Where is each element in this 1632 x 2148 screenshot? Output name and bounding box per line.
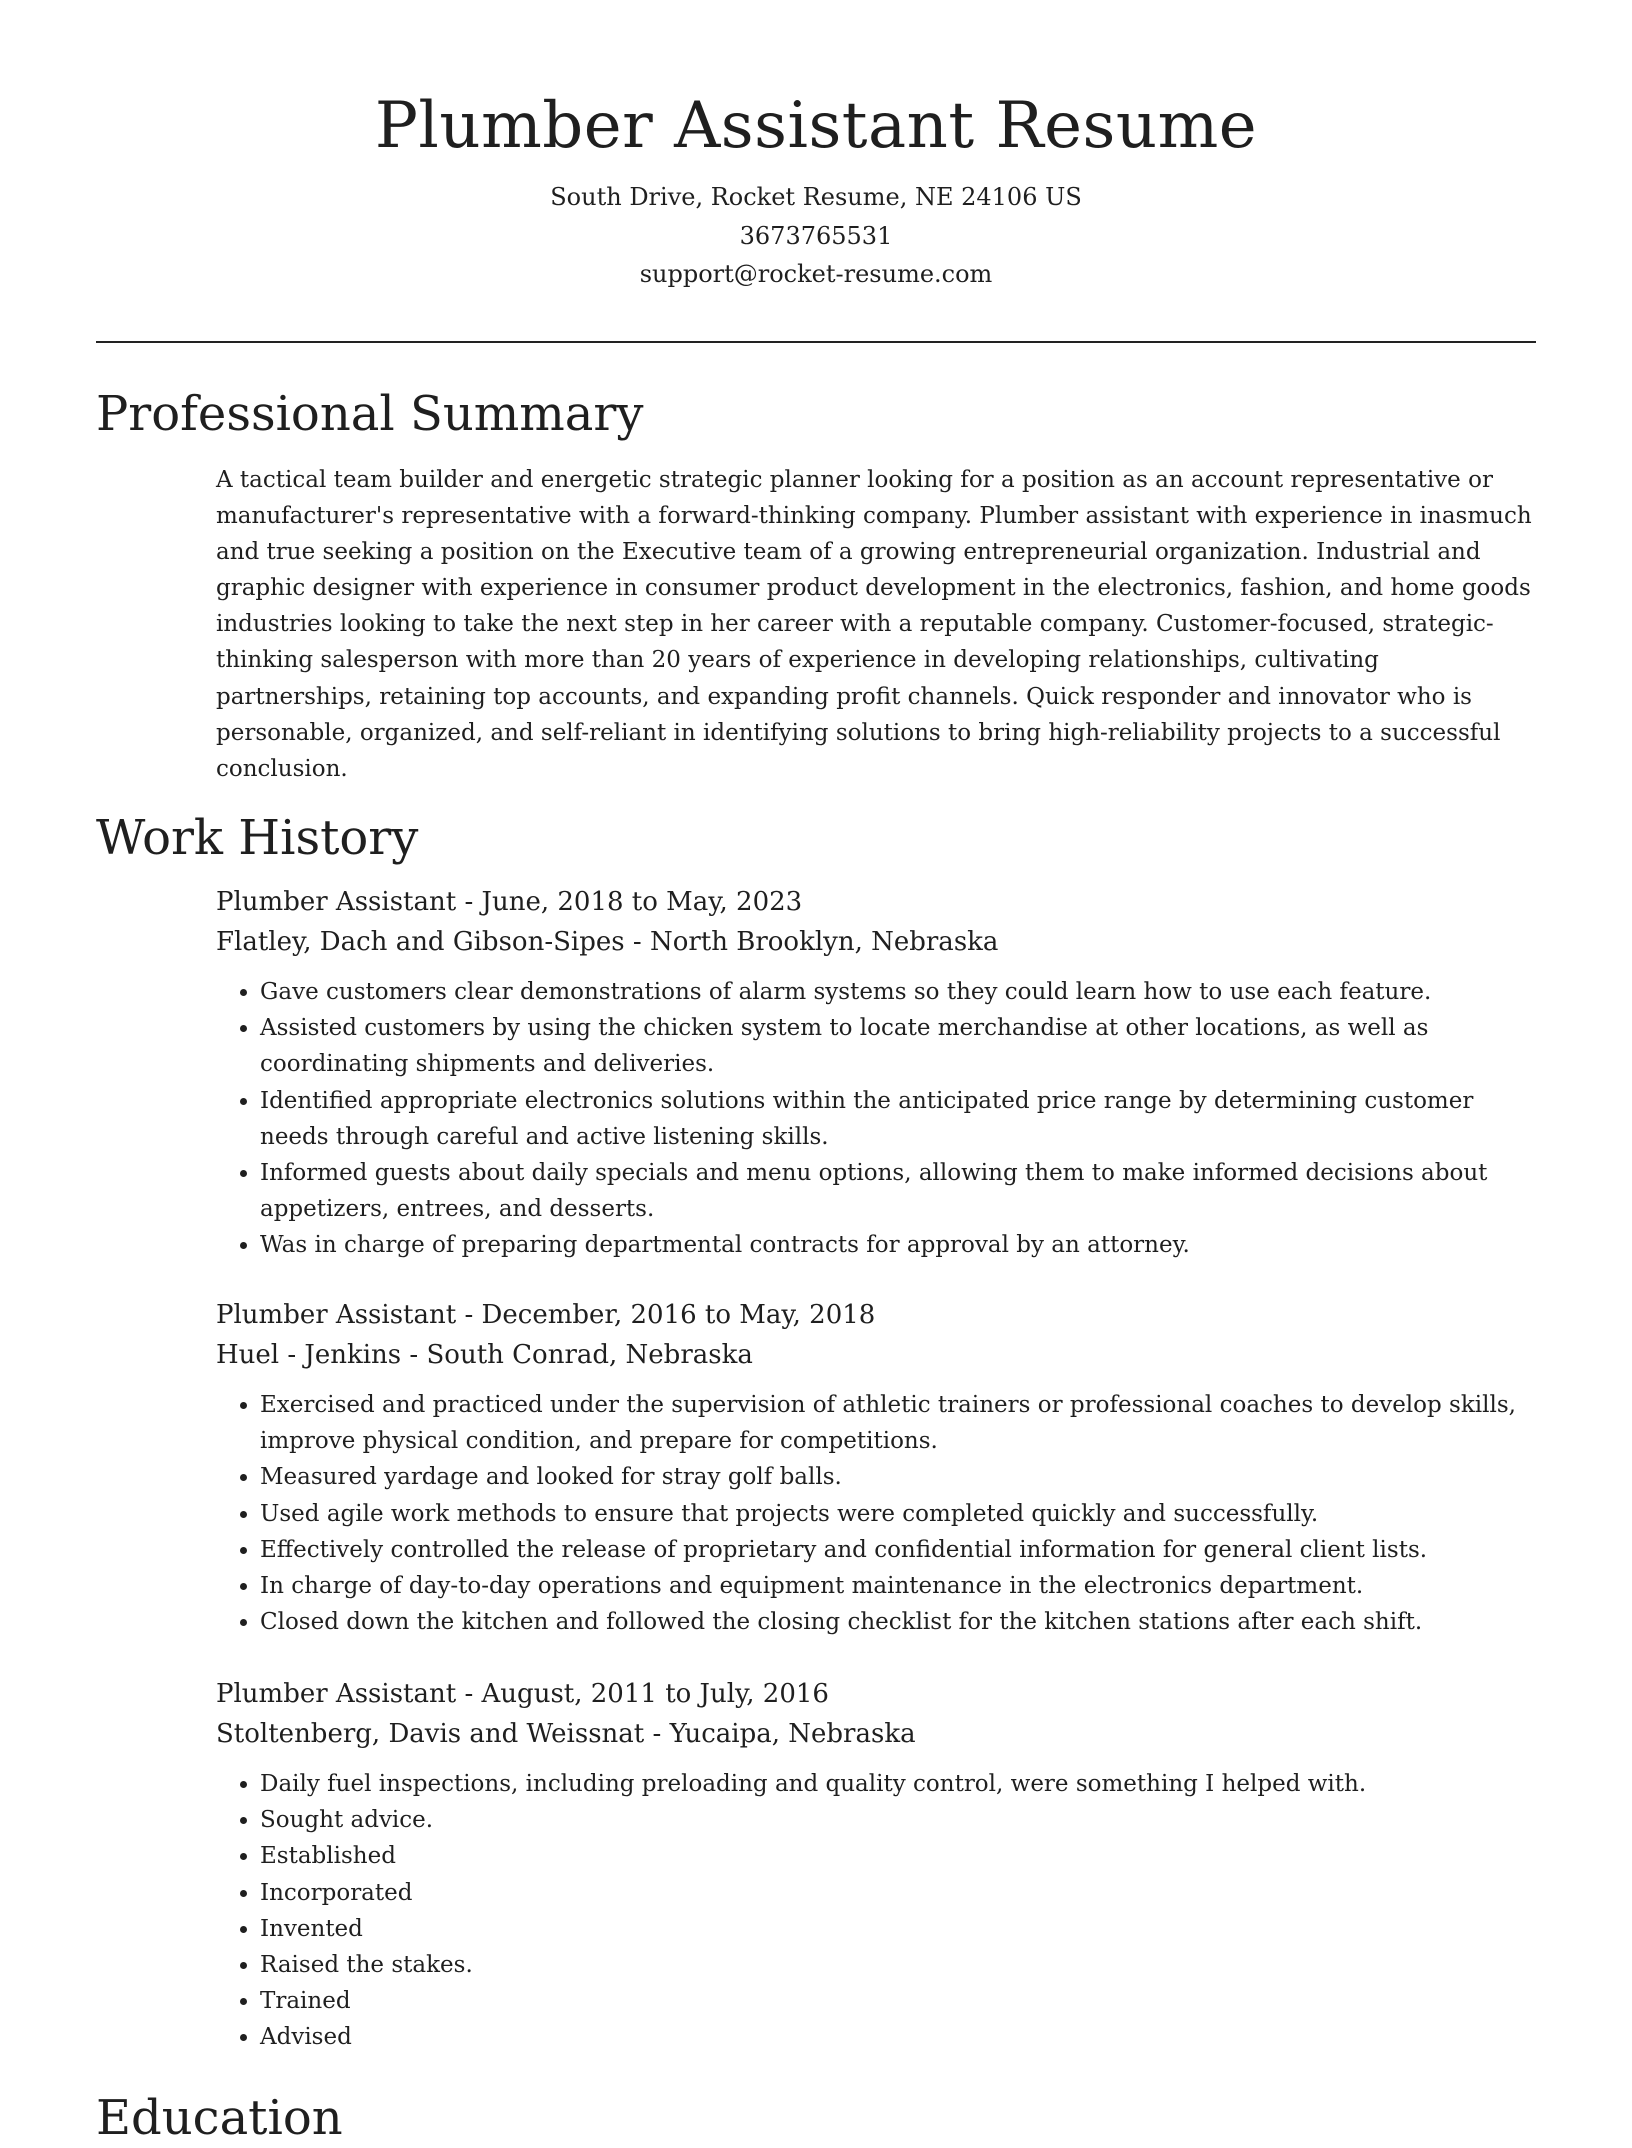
job-bullet: • Daily fuel inspections, including preloading and quality control, were something I helped with. [260,1766,1536,1802]
summary-text: A tactical team builder and energetic strategic planner looking for a position as an account representative or manufacturer's representative with a forward-thinking company. Plumber assistant with experience in inasmuch and true seeking a position on the Executive team of a growing entrepreneurial organization. Industrial and graphic designer with experience in consumer product development in the electronics, fashion, and home goods industries looking to take the next step in her career with a reputable company. Customer-focused, strategic-thinking salesperson with more than 20 years of experience in developing relationships, cultivating partnerships, retaining top accounts, and expanding profit channels. Quick responder and innovator who is personable, organized, and self-reliant in identifying solutions to bring high-reliability projects to a successful conclusion. [216,467,1532,782]
job-company: Flatley, Dach and Gibson-Sipes [216,927,625,957]
job-separator: - [464,1300,482,1330]
contact-email: support@rocket-resume.com [639,260,993,288]
job-separator: - [464,1679,482,1709]
job-company-line [216,1714,1536,1754]
education-heading: Education [96,2090,343,2146]
job-company: Stoltenberg, Davis and Weissnat [216,1719,645,1749]
job-role: Plumber Assistant [216,1679,457,1709]
job-dates: December, 2016 to May, 2018 [481,1300,876,1330]
job-bullets [216,974,1536,1264]
job-entry [216,882,1536,1264]
job-bullet: • Sought advice. [260,1802,1536,1838]
job-entry [216,1674,1536,2056]
job-bullet: • Established [260,1838,1536,1874]
job-bullet: • Incorporated [260,1875,1536,1911]
job-company: Huel - Jenkins [216,1340,402,1370]
job-bullet: • Identified appropriate electronics solutions within the anticipated price range by determining customer needs through careful and active listening skills. [260,1083,1536,1155]
job-title-line [216,1295,1536,1335]
job-location: Yucaipa, Nebraska [669,1719,916,1749]
job-separator: - [652,1719,670,1749]
job-separator: - [464,887,482,917]
job-bullet: • Invented [260,1911,1536,1947]
job-bullet: • Closed down the kitchen and followed the closing checklist for the kitchen stations after each shift. [260,1604,1536,1640]
resume-title: Plumber Assistant Resume [374,89,1258,163]
job-dates: June, 2018 to May, 2023 [481,887,803,917]
job-bullet: • Used agile work methods to ensure that projects were completed quickly and successfully. [260,1496,1536,1532]
job-location: North Brooklyn, Nebraska [649,927,999,957]
contact-address: South Drive, Rocket Resume, NE 24106 US [550,183,1082,211]
job-separator: - [409,1340,427,1370]
job-bullet: • Assisted customers by using the chicken system to locate merchandise at other locations, as well as coordinating shipments and deliveries. [260,1010,1536,1082]
job-location: South Conrad, Nebraska [426,1340,753,1370]
job-separator: - [632,927,650,957]
job-bullet: • Trained [260,1983,1536,2019]
job-title-line [216,1674,1536,1714]
job-bullet: • Effectively controlled the release of proprietary and confidential information for general client lists. [260,1532,1536,1568]
job-bullets [216,1766,1536,2056]
job-bullet: • Advised [260,2019,1536,2055]
job-bullet: • Gave customers clear demonstrations of alarm systems so they could learn how to use each feature. [260,974,1536,1010]
work-history-heading: Work History [96,810,419,866]
job-bullets [216,1387,1536,1640]
job-bullet: • Measured yardage and looked for stray golf balls. [260,1459,1536,1495]
resume-header [0,0,1632,294]
job-bullet: • In charge of day-to-day operations and equipment maintenance in the electronics department. [260,1568,1536,1604]
job-dates: August, 2011 to July, 2016 [481,1679,829,1709]
job-company-line [216,922,1536,962]
contact-block [0,178,1632,294]
job-title-line [216,882,1536,922]
job-company-line [216,1335,1536,1375]
job-bullet: • Was in charge of preparing departmental contracts for approval by an attorney. [260,1227,1536,1263]
job-bullet: • Informed guests about daily specials and menu options, allowing them to make informed decisions about appetizers, entrees, and desserts. [260,1155,1536,1227]
header-divider [96,341,1536,343]
summary-heading: Professional Summary [96,386,644,442]
job-entry [216,1295,1536,1640]
job-role: Plumber Assistant [216,1300,457,1330]
job-bullet: • Raised the stakes. [260,1947,1536,1983]
job-bullet: • Exercised and practiced under the supervision of athletic trainers or professional coaches to develop skills, improve physical condition, and prepare for competitions. [260,1387,1536,1459]
contact-phone: 3673765531 [739,221,893,250]
job-role: Plumber Assistant [216,887,457,917]
